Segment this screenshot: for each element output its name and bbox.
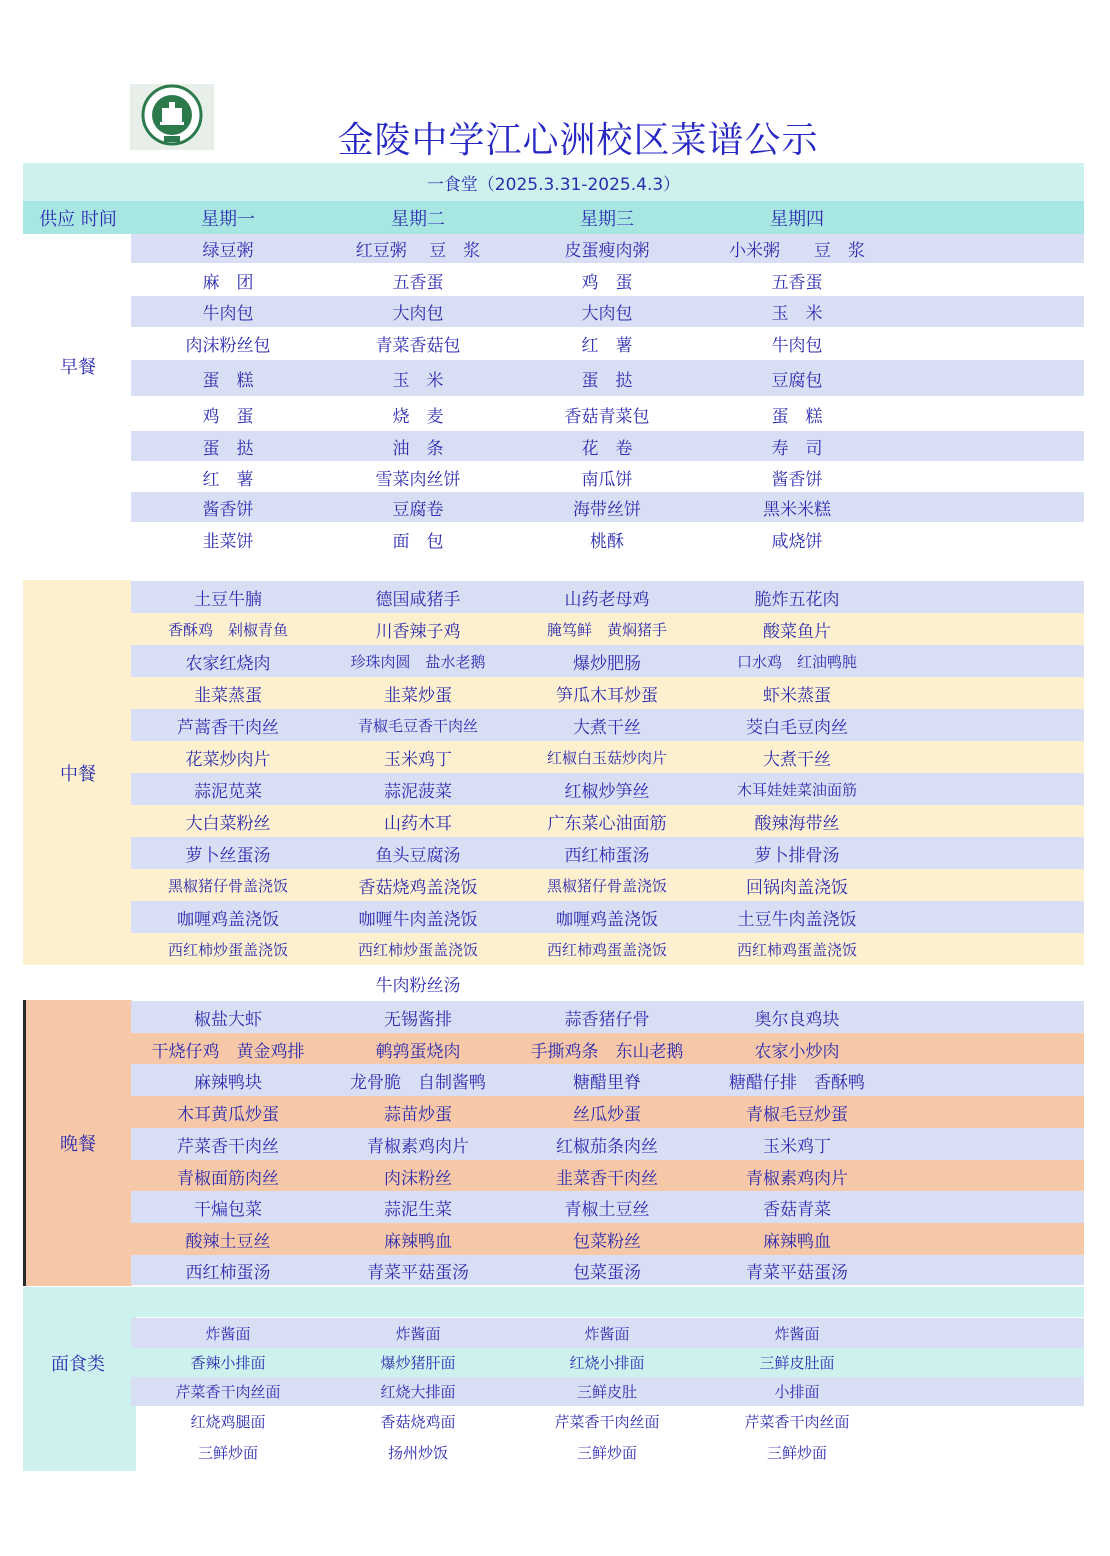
menu-item: 龙骨脆 自制酱鸭: [350, 1072, 486, 1093]
menu-item: 口水鸡 红油鸭肫: [736, 652, 857, 671]
lunch-label: 中餐: [60, 763, 96, 785]
subtitle-band: [23, 163, 1084, 201]
menu-item: 干煸包菜: [194, 1199, 262, 1220]
menu-item: 咖喱牛肉盖浇饭: [358, 909, 478, 930]
breakfast-row: [131, 492, 1084, 522]
menu-item: 香酥鸡 剁椒青鱼: [167, 620, 288, 639]
menu-item: 韭菜蒸蛋: [194, 685, 262, 706]
menu-item: 五香蛋: [392, 272, 444, 293]
menu-item: 扬州炒饭: [387, 1444, 448, 1462]
menu-item: 牛肉粉丝汤: [375, 975, 461, 996]
dinner-row: [131, 1255, 1084, 1285]
menu-item: 香菇青菜包: [564, 406, 650, 427]
menu-item: 花菜炒肉片: [185, 749, 271, 770]
lunch-row: [131, 933, 1084, 965]
dinner-row: [131, 1128, 1084, 1160]
dinner-row: [131, 1223, 1084, 1255]
lunch-row: [131, 741, 1084, 773]
lunch-row: [131, 581, 1084, 613]
supply-time-header: 供应 时间: [39, 208, 117, 230]
menu-item: 手撕鸡条 东山老鹅: [530, 1041, 684, 1062]
menu-item: 蛋 糕: [202, 370, 254, 391]
breakfast-row: [131, 524, 1084, 554]
menu-item: 炸酱面: [395, 1324, 441, 1343]
menu-item: 红烧大排面: [380, 1383, 456, 1401]
menu-item: 德国咸猪手: [375, 589, 461, 610]
menu-item: 酸辣海带丝: [754, 813, 840, 834]
menu-item: 西红柿鸡蛋盖浇饭: [736, 940, 857, 959]
menu-item: 丝瓜炒蛋: [573, 1104, 641, 1125]
noodles-label: 面食类: [51, 1353, 105, 1375]
day-header: 星期三: [580, 208, 634, 230]
menu-item: 芹菜香干肉丝: [177, 1136, 279, 1157]
menu-item: 红椒茄条肉丝: [556, 1136, 658, 1157]
menu-item: 香菇青菜: [763, 1199, 831, 1220]
menu-item: 西红柿鸡蛋盖浇饭: [546, 940, 667, 959]
menu-item: 油 条: [392, 438, 444, 459]
menu-item: 麻 团: [202, 272, 254, 293]
menu-item: 无锡酱排: [384, 1009, 452, 1030]
menu-item: 黑椒猪仔骨盖浇饭: [546, 876, 667, 895]
menu-item: [133, 966, 323, 1000]
menu-item: 青椒面筋肉丝: [177, 1168, 279, 1189]
menu-item: 木耳黄瓜炒蛋: [177, 1104, 279, 1125]
lunch-row: [131, 677, 1084, 709]
menu-item: 三鲜炒面: [197, 1444, 258, 1462]
menu-item: 皮蛋瘦肉粥: [564, 241, 650, 261]
menu-item: 花 卷: [581, 438, 633, 459]
menu-item: 牛肉包: [771, 336, 823, 356]
page-title: 金陵中学江心洲校区菜谱公示: [337, 120, 819, 161]
menu-item: 萝卜丝蛋汤: [185, 845, 271, 866]
menu-item: 萝卜排骨汤: [754, 845, 840, 866]
subtitle: 一食堂（2025.3.31-2025.4.3）: [426, 174, 681, 195]
menu-item: 西红柿炒蛋盖浇饭: [357, 940, 478, 959]
noodles-row: [131, 1348, 1084, 1377]
menu-item: 蒜香猪仔骨: [564, 1009, 650, 1030]
day-header: 星期二: [391, 208, 445, 230]
dinner-row: [131, 1033, 1084, 1065]
menu-item: 面 包: [392, 531, 444, 552]
menu-item: 青菜平菇蛋汤: [746, 1262, 848, 1283]
menu-item: 芹菜香干肉丝面: [744, 1413, 850, 1431]
menu-item: 腌笃鲜 黄焖猪手: [546, 620, 667, 639]
header-band: [23, 201, 1084, 234]
menu-item: 韭菜香干肉丝: [556, 1168, 658, 1189]
menu-item: 黑椒猪仔骨盖浇饭: [167, 876, 288, 895]
menu-item: 玉米鸡丁: [763, 1136, 831, 1157]
menu-item: 三鲜皮肚面: [759, 1354, 835, 1372]
menu-item: 香菇烧鸡面: [380, 1413, 456, 1431]
lunch-row: [131, 901, 1084, 933]
menu-item: 桃酥: [590, 531, 624, 552]
menu-item: 大煮干丝: [573, 717, 641, 738]
lunch-row: [131, 645, 1084, 677]
menu-item: 小米粥 豆 浆: [729, 241, 865, 261]
lunch-row: [131, 837, 1084, 869]
menu-item: 红椒炒笋丝: [564, 781, 650, 802]
menu-item: 红 薯: [202, 469, 254, 490]
menu-item: 三鲜皮肚: [576, 1383, 637, 1401]
menu-item: 麻辣鸭血: [763, 1231, 831, 1252]
menu-item: 蒜泥菠菜: [384, 781, 452, 802]
menu-item: 爆炒肥肠: [573, 653, 641, 674]
noodles-row: [131, 1437, 1084, 1468]
menu-item: 笋瓜木耳炒蛋: [556, 685, 658, 706]
menu-item: 芦蒿香干肉丝: [177, 717, 279, 738]
menu-item: 农家红烧肉: [185, 653, 271, 674]
menu-item: 炸酱面: [205, 1324, 251, 1343]
menu-item: 红椒白玉菇炒肉片: [546, 748, 667, 767]
menu-item: 烧 麦: [392, 406, 444, 427]
breakfast-row: [131, 431, 1084, 461]
menu-item: 玉 米: [771, 304, 823, 324]
menu-item: 椒盐大虾: [194, 1009, 262, 1030]
menu-item: 绿豆粥: [202, 241, 254, 261]
lunch-row: [131, 805, 1084, 837]
menu-item: 糖醋仔排 香酥鸭: [729, 1072, 865, 1093]
menu-item: 山药木耳: [384, 813, 452, 834]
menu-item: 青椒素鸡肉片: [746, 1168, 848, 1189]
breakfast-row: [131, 398, 1084, 430]
menu-item: 木耳娃娃菜油面筋: [736, 780, 857, 799]
menu-item: 酸菜鱼片: [763, 621, 831, 642]
menu-item: [702, 966, 892, 1000]
menu-item: 大煮干丝: [763, 749, 831, 770]
menu-item: 咖喱鸡盖浇饭: [177, 909, 279, 930]
day-header: 星期一: [201, 208, 255, 230]
menu-item: 蒜泥苋菜: [194, 781, 262, 802]
breakfast-row: [131, 296, 1084, 327]
menu-item: 红烧小排面: [569, 1354, 645, 1372]
menu-item: 肉沫粉丝: [384, 1168, 452, 1189]
noodles-top-band: [131, 1287, 1084, 1317]
dinner-row: [131, 1064, 1084, 1096]
menu-item: 回锅肉盖浇饭: [746, 877, 848, 898]
menu-item: 玉米鸡丁: [384, 749, 452, 770]
menu-item: 黑米米糕: [763, 499, 831, 520]
breakfast-row: [131, 328, 1084, 359]
menu-item: 鹌鹑蛋烧肉: [375, 1041, 461, 1062]
menu-item: 青椒毛豆香干肉丝: [357, 716, 478, 735]
breakfast-row: [131, 234, 1084, 263]
menu-item: 珍珠肉圆 盐水老鹅: [350, 652, 486, 671]
menu-item: 包菜蛋汤: [573, 1262, 641, 1283]
menu-item: 爆炒猪肝面: [380, 1354, 456, 1372]
menu-item: 蛋 糕: [771, 406, 823, 427]
menu-item: 鱼头豆腐汤: [375, 845, 461, 866]
dinner-row: [131, 1001, 1084, 1033]
menu-item: 炸酱面: [774, 1324, 820, 1343]
menu-item: 芹菜香干肉丝面: [175, 1383, 281, 1401]
menu-item: 糖醋里脊: [573, 1072, 641, 1093]
menu-item: 香辣小排面: [190, 1354, 266, 1372]
menu-item: 鸡 蛋: [202, 406, 254, 427]
menu-item: 肉沫粉丝包: [185, 336, 271, 356]
menu-item: 鸡 蛋: [581, 272, 633, 293]
noodles-row: [131, 1406, 1084, 1437]
breakfast-label: 早餐: [60, 357, 96, 378]
menu-item: 蒜泥生菜: [384, 1199, 452, 1220]
menu-item: 牛肉包: [202, 304, 254, 324]
menu-item: 大肉包: [581, 304, 633, 324]
menu-item: 蛋 挞: [581, 370, 633, 391]
menu-item: 五香蛋: [771, 272, 823, 293]
menu-item: 红烧鸡腿面: [190, 1413, 266, 1431]
day-header: 星期四: [770, 208, 824, 230]
menu-item: 西红柿蛋汤: [185, 1262, 271, 1283]
menu-item: 豆腐包: [771, 370, 823, 391]
menu-item: 海带丝饼: [573, 499, 641, 520]
breakfast-row: [131, 360, 1084, 396]
menu-item: 青菜香菇包: [375, 336, 461, 356]
lunch-row: [131, 869, 1084, 901]
menu-item: 青椒素鸡肉片: [367, 1136, 469, 1157]
menu-item: 大肉包: [392, 304, 444, 324]
menu-item: 土豆牛腩: [194, 589, 262, 610]
menu-item: 土豆牛肉盖浇饭: [737, 909, 857, 930]
menu-item: 豆腐卷: [392, 499, 444, 520]
menu-item: 红 薯: [581, 336, 633, 356]
menu-item: 包菜粉丝: [573, 1231, 641, 1252]
menu-item: 麻辣鸭血: [384, 1231, 452, 1252]
menu-item: 蒜苗炒蛋: [384, 1104, 452, 1125]
menu-item: 酱香饼: [771, 469, 823, 490]
menu-item: 茭白毛豆肉丝: [746, 717, 848, 738]
dinner-row: [131, 1096, 1084, 1128]
noodles-row: [131, 1377, 1084, 1406]
breakfast-row: [131, 265, 1084, 295]
menu-item: 香菇烧鸡盖浇饭: [358, 877, 478, 898]
breakfast-row: [131, 462, 1084, 492]
menu-item: 青菜平菇蛋汤: [367, 1262, 469, 1283]
dinner-row: [131, 1160, 1084, 1192]
menu-item: 川香辣子鸡: [375, 621, 461, 642]
menu-item: 小排面: [774, 1383, 820, 1401]
menu-item: 寿 司: [771, 438, 823, 459]
menu-item: 青椒毛豆炒蛋: [746, 1104, 848, 1125]
noodles-row: [131, 1318, 1084, 1348]
menu-item: 芹菜香干肉丝面: [554, 1413, 660, 1431]
menu-item: 咖喱鸡盖浇饭: [556, 909, 658, 930]
menu-item: 奥尔良鸡块: [754, 1009, 840, 1030]
menu-item: 韭菜饼: [202, 531, 254, 552]
menu-item: 干烧仔鸡 黄金鸡排: [151, 1041, 305, 1062]
lunch-row: [131, 966, 1084, 1000]
menu-item: 酱香饼: [202, 499, 254, 520]
menu-item: 农家小炒肉: [754, 1041, 840, 1062]
menu-item: 咸烧饼: [771, 531, 823, 552]
menu-item: 虾米蒸蛋: [763, 685, 831, 706]
menu-item: 山药老母鸡: [564, 589, 650, 610]
menu-item: 南瓜饼: [581, 469, 633, 490]
lunch-row: [131, 613, 1084, 645]
menu-item: 西红柿蛋汤: [564, 845, 650, 866]
menu-item: 红豆粥 豆 浆: [355, 241, 481, 261]
menu-item: 西红柿炒蛋盖浇饭: [167, 940, 288, 959]
menu-item: 大白菜粉丝: [185, 813, 271, 834]
menu-item: 青椒土豆丝: [564, 1199, 650, 1220]
menu-item: 玉 米: [392, 370, 444, 391]
menu-item: 三鲜炒面: [576, 1444, 637, 1462]
menu-item: 蛋 挞: [202, 438, 254, 459]
menu-item: 脆炸五花肉: [754, 589, 840, 610]
lunch-row: [131, 773, 1084, 805]
menu-item: 雪菜肉丝饼: [375, 469, 461, 490]
menu-item: 麻辣鸭块: [194, 1072, 262, 1093]
dinner-row: [131, 1191, 1084, 1223]
menu-item: 炸酱面: [584, 1324, 630, 1343]
menu-item: 三鲜炒面: [766, 1444, 827, 1462]
lunch-row: [131, 709, 1084, 741]
menu-item: 酸辣土豆丝: [185, 1231, 271, 1252]
menu-item: [512, 966, 702, 1000]
dinner-label: 晚餐: [60, 1134, 96, 1155]
menu-item: 广东菜心油面筋: [547, 813, 667, 834]
menu-item: 韭菜炒蛋: [384, 685, 452, 706]
